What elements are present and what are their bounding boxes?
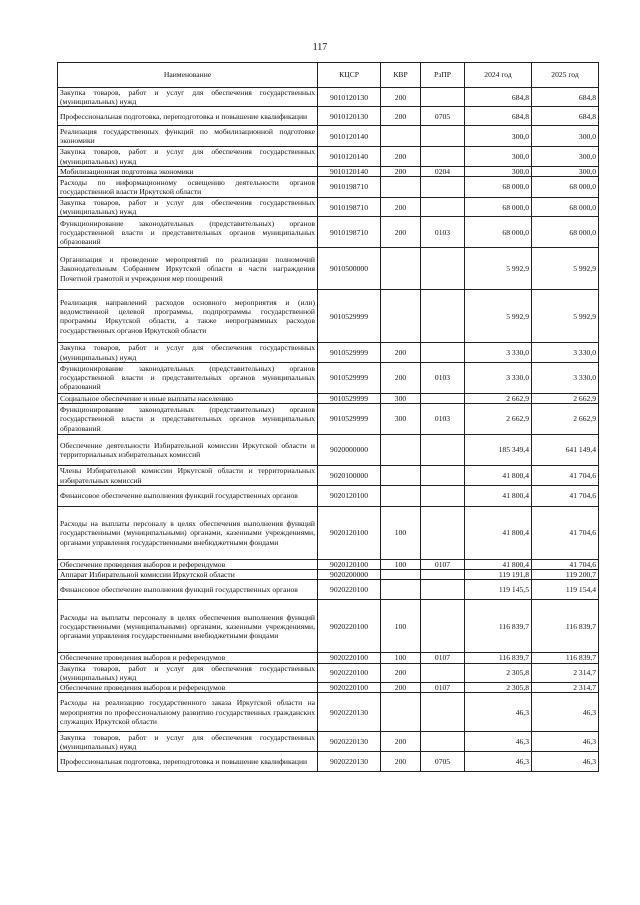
cell-2025: 41 704,6 — [532, 560, 599, 570]
cell-name: Закупка товаров, работ и услуг для обеспечения государственных (муниципальных) нужд — [58, 198, 318, 217]
cell-rzpr — [421, 663, 465, 682]
cell-kcsr: 9020120100 — [318, 507, 381, 560]
cell-rzpr — [421, 435, 465, 466]
cell-kvr: 200 — [381, 343, 421, 362]
cell-2024: 5 992,9 — [465, 248, 532, 290]
cell-kcsr: 9020220100 — [318, 663, 381, 682]
cell-2025: 46,3 — [532, 693, 599, 732]
cell-2024: 119 191,8 — [465, 570, 532, 580]
cell-2025: 2 314,7 — [532, 683, 599, 693]
table-row — [58, 126, 599, 147]
cell-kcsr: 9020220100 — [318, 653, 381, 663]
cell-kvr: 200 — [381, 663, 421, 682]
cell-name: Финансовое обеспечение выполнения функций государственных органов — [58, 486, 318, 507]
cell-kvr — [381, 486, 421, 507]
cell-name: Аппарат Избирательной комиссии Иркутской области — [58, 570, 318, 580]
cell-rzpr: 0103 — [421, 217, 465, 248]
cell-kcsr: 9010198710 — [318, 177, 381, 198]
cell-name: Закупка товаров, работ и услуг для обеспечения государственных (муниципальных) нужд — [58, 88, 318, 107]
cell-name: Реализация направлений расходов основного мероприятия и (или) ведомственной целевой программы, подпрограммы государственной программы Иркутской области, а также непрограммных расходов государственных органов Иркутской области — [58, 290, 318, 343]
table-row — [58, 486, 599, 507]
cell-2024: 2 305,8 — [465, 683, 532, 693]
cell-rzpr — [421, 580, 465, 600]
cell-kvr: 100 — [381, 653, 421, 663]
table-row — [58, 507, 599, 560]
table-row — [58, 393, 599, 403]
table-row — [58, 580, 599, 600]
table-row — [58, 147, 599, 166]
cell-kcsr: 9020220100 — [318, 580, 381, 600]
table-row — [58, 693, 599, 732]
cell-2024: 300,0 — [465, 166, 532, 176]
cell-rzpr — [421, 732, 465, 752]
cell-kcsr: 9020220130 — [318, 752, 381, 772]
cell-2025: 46,3 — [532, 752, 599, 772]
cell-kcsr: 9010198710 — [318, 217, 381, 248]
cell-kcsr: 9010529999 — [318, 290, 381, 343]
cell-kvr — [381, 693, 421, 732]
cell-2025: 41 704,6 — [532, 466, 599, 486]
cell-kcsr: 9010120130 — [318, 107, 381, 126]
cell-rzpr — [421, 466, 465, 486]
cell-name: Закупка товаров, работ и услуг для обеспечения государственных (муниципальных) нужд — [58, 343, 318, 362]
cell-2024: 684,8 — [465, 88, 532, 107]
cell-name: Расходы на выплаты персоналу в целях обеспечения выполнения функций государственными (муниципальными) органами, казенными учреждениями, органами управления государственными внебюджетными фондами — [58, 600, 318, 653]
cell-kvr: 300 — [381, 393, 421, 403]
cell-rzpr — [421, 198, 465, 217]
cell-rzpr: 0103 — [421, 404, 465, 435]
cell-2024: 300,0 — [465, 147, 532, 166]
table-row — [58, 653, 599, 663]
cell-name: Профессиональная подготовка, переподготовка и повышение квалификации — [58, 752, 318, 772]
table-body — [58, 88, 599, 772]
cell-2024: 185 349,4 — [465, 435, 532, 466]
cell-kvr: 100 — [381, 560, 421, 570]
cell-2025: 300,0 — [532, 166, 599, 176]
cell-kvr: 200 — [381, 683, 421, 693]
cell-name: Функционирование законодательных (представительных) органов государственной власти и представительных органов муниципальных образований — [58, 362, 318, 393]
table-row — [58, 752, 599, 772]
cell-rzpr: 0705 — [421, 752, 465, 772]
column-header-2024: 2024 год — [465, 63, 532, 88]
cell-rzpr — [421, 507, 465, 560]
cell-name: Члены Избирательной комиссии Иркутской области и территориальных избирательных комиссий — [58, 466, 318, 486]
cell-2025: 116 839,7 — [532, 600, 599, 653]
cell-name: Мобилизационная подготовка экономики — [58, 166, 318, 176]
cell-kcsr: 9010529999 — [318, 393, 381, 403]
cell-kcsr: 9020120100 — [318, 560, 381, 570]
cell-name: Обеспечение проведения выборов и референдумов — [58, 560, 318, 570]
cell-rzpr — [421, 147, 465, 166]
cell-name: Обеспечение проведения выборов и референдумов — [58, 683, 318, 693]
budget-table — [57, 62, 599, 772]
cell-kcsr: 9010529999 — [318, 404, 381, 435]
cell-2025: 119 200,7 — [532, 570, 599, 580]
table-row — [58, 683, 599, 693]
cell-kcsr: 9010120140 — [318, 166, 381, 176]
cell-name: Закупка товаров, работ и услуг для обеспечения государственных (муниципальных) нужд — [58, 663, 318, 682]
cell-kvr: 200 — [381, 752, 421, 772]
cell-kvr: 100 — [381, 507, 421, 560]
cell-kcsr: 9010500000 — [318, 248, 381, 290]
cell-2024: 3 330,0 — [465, 362, 532, 393]
table-header — [58, 63, 599, 88]
cell-name: Реализация государственных функций по мобилизационной подготовке экономики — [58, 126, 318, 147]
cell-kcsr: 9010529999 — [318, 343, 381, 362]
table-row — [58, 732, 599, 752]
cell-kvr — [381, 126, 421, 147]
cell-kcsr: 9010529999 — [318, 362, 381, 393]
cell-kvr — [381, 435, 421, 466]
cell-2024: 41 800,4 — [465, 486, 532, 507]
cell-2024: 41 800,4 — [465, 466, 532, 486]
cell-name: Расходы на выплаты персоналу в целях обеспечения выполнения функций государственными (муниципальными) органами, казенными учреждениями, органами управления государственными внебюджетными фондами — [58, 507, 318, 560]
cell-2025: 41 704,6 — [532, 507, 599, 560]
cell-2024: 68 000,0 — [465, 198, 532, 217]
cell-kcsr: 9020220100 — [318, 600, 381, 653]
cell-2024: 68 000,0 — [465, 177, 532, 198]
cell-name: Обеспечение проведения выборов и референдумов — [58, 653, 318, 663]
cell-2024: 46,3 — [465, 752, 532, 772]
cell-2024: 41 800,4 — [465, 560, 532, 570]
header-row — [58, 63, 599, 88]
table-row — [58, 570, 599, 580]
cell-2025: 641 149,4 — [532, 435, 599, 466]
table-row — [58, 435, 599, 466]
table-row — [58, 248, 599, 290]
cell-name: Закупка товаров, работ и услуг для обеспечения государственных (муниципальных) нужд — [58, 732, 318, 752]
cell-kvr — [381, 580, 421, 600]
table-row — [58, 217, 599, 248]
cell-2024: 300,0 — [465, 126, 532, 147]
cell-kvr: 200 — [381, 362, 421, 393]
cell-name: Расходы на реализацию государственного заказа Иркутской области на мероприятия по профессиональному развитию государственных гражданских служащих Иркутской области — [58, 693, 318, 732]
cell-kcsr: 9020220130 — [318, 732, 381, 752]
cell-2024: 3 330,0 — [465, 343, 532, 362]
cell-2025: 2 662,9 — [532, 404, 599, 435]
table-row — [58, 343, 599, 362]
cell-name: Профессиональная подготовка, переподготовка и повышение квалификации — [58, 107, 318, 126]
table-row — [58, 600, 599, 653]
cell-kcsr: 9020100000 — [318, 466, 381, 486]
cell-2024: 2 662,9 — [465, 393, 532, 403]
cell-kvr — [381, 248, 421, 290]
table-row — [58, 88, 599, 107]
cell-kcsr: 9020120100 — [318, 486, 381, 507]
cell-name: Функционирование законодательных (представительных) органов государственной власти и представительных органов муниципальных образований — [58, 217, 318, 248]
cell-rzpr — [421, 177, 465, 198]
cell-2024: 119 145,5 — [465, 580, 532, 600]
cell-rzpr — [421, 393, 465, 403]
cell-kcsr: 9010198710 — [318, 198, 381, 217]
cell-kcsr: 9010120140 — [318, 126, 381, 147]
cell-rzpr: 0107 — [421, 653, 465, 663]
column-header-rzpr: РзПР — [421, 63, 465, 88]
cell-kvr: 200 — [381, 217, 421, 248]
cell-rzpr — [421, 486, 465, 507]
cell-name: Финансовое обеспечение выполнения функций государственных органов — [58, 580, 318, 600]
cell-2024: 2 305,8 — [465, 663, 532, 682]
cell-rzpr: 0107 — [421, 560, 465, 570]
cell-name: Закупка товаров, работ и услуг для обеспечения государственных (муниципальных) нужд — [58, 147, 318, 166]
table-row — [58, 166, 599, 176]
cell-kvr — [381, 177, 421, 198]
cell-kvr — [381, 290, 421, 343]
cell-2025: 41 704,6 — [532, 486, 599, 507]
cell-kvr: 200 — [381, 88, 421, 107]
cell-kcsr: 9010120130 — [318, 88, 381, 107]
cell-kcsr: 9020220130 — [318, 693, 381, 732]
cell-2025: 119 154,4 — [532, 580, 599, 600]
cell-kvr — [381, 570, 421, 580]
table-row — [58, 404, 599, 435]
cell-rzpr: 0103 — [421, 362, 465, 393]
cell-2025: 46,3 — [532, 732, 599, 752]
cell-2025: 68 000,0 — [532, 198, 599, 217]
cell-2025: 5 992,9 — [532, 248, 599, 290]
cell-kvr: 200 — [381, 198, 421, 217]
cell-2025: 3 330,0 — [532, 362, 599, 393]
cell-2024: 5 992,9 — [465, 290, 532, 343]
cell-2024: 68 000,0 — [465, 217, 532, 248]
cell-kvr: 100 — [381, 600, 421, 653]
cell-2024: 46,3 — [465, 732, 532, 752]
cell-2025: 2 314,7 — [532, 663, 599, 682]
cell-2025: 684,8 — [532, 107, 599, 126]
cell-rzpr — [421, 600, 465, 653]
cell-kcsr: 9020000000 — [318, 435, 381, 466]
column-header-2025: 2025 год — [532, 63, 599, 88]
table-row — [58, 663, 599, 682]
column-header-kvr: КВР — [381, 63, 421, 88]
cell-2024: 41 800,4 — [465, 507, 532, 560]
cell-rzpr — [421, 570, 465, 580]
table-row — [58, 107, 599, 126]
cell-2025: 2 662,9 — [532, 393, 599, 403]
cell-rzpr — [421, 126, 465, 147]
cell-name: Функционирование законодательных (представительных) органов государственной власти и представительных органов муниципальных образований — [58, 404, 318, 435]
cell-2024: 46,3 — [465, 693, 532, 732]
cell-kcsr: 9020200000 — [318, 570, 381, 580]
cell-kvr: 200 — [381, 732, 421, 752]
cell-name: Социальное обеспечение и иные выплаты населению — [58, 393, 318, 403]
cell-rzpr — [421, 693, 465, 732]
cell-kvr — [381, 466, 421, 486]
column-header-name: Наименование — [58, 63, 318, 88]
cell-rzpr — [421, 248, 465, 290]
cell-kvr: 300 — [381, 404, 421, 435]
cell-name: Расходы по информационному освещению деятельности органов государственной власти Иркутской области — [58, 177, 318, 198]
cell-rzpr: 0204 — [421, 166, 465, 176]
cell-2025: 68 000,0 — [532, 177, 599, 198]
cell-rzpr: 0107 — [421, 683, 465, 693]
cell-2025: 3 330,0 — [532, 343, 599, 362]
table-row — [58, 560, 599, 570]
cell-2024: 116 839,7 — [465, 600, 532, 653]
cell-kvr: 200 — [381, 147, 421, 166]
page-number: 117 — [312, 42, 328, 53]
table-row — [58, 177, 599, 198]
table-row — [58, 362, 599, 393]
cell-2024: 2 662,9 — [465, 404, 532, 435]
cell-name: Обеспечение деятельности Избирательной комиссии Иркутской области и территориальных избирательных комиссий — [58, 435, 318, 466]
cell-rzpr — [421, 290, 465, 343]
cell-kvr: 200 — [381, 107, 421, 126]
cell-name: Организация и проведение мероприятий по реализации полномочий Законодательным Собранием Иркутской области в части награждения Почетной грамотой и учреждения мер поощрений — [58, 248, 318, 290]
table-row — [58, 198, 599, 217]
cell-kvr: 200 — [381, 166, 421, 176]
cell-kcsr: 9020220100 — [318, 683, 381, 693]
table-row — [58, 466, 599, 486]
table-row — [58, 290, 599, 343]
cell-2025: 684,8 — [532, 88, 599, 107]
cell-kcsr: 9010120140 — [318, 147, 381, 166]
cell-2025: 68 000,0 — [532, 217, 599, 248]
cell-rzpr — [421, 88, 465, 107]
cell-2024: 684,8 — [465, 107, 532, 126]
column-header-kcsr: КЦСР — [318, 63, 381, 88]
cell-2025: 300,0 — [532, 147, 599, 166]
cell-rzpr: 0705 — [421, 107, 465, 126]
cell-2025: 5 992,9 — [532, 290, 599, 343]
cell-2025: 300,0 — [532, 126, 599, 147]
cell-2025: 116 839,7 — [532, 653, 599, 663]
cell-2024: 116 839,7 — [465, 653, 532, 663]
cell-rzpr — [421, 343, 465, 362]
